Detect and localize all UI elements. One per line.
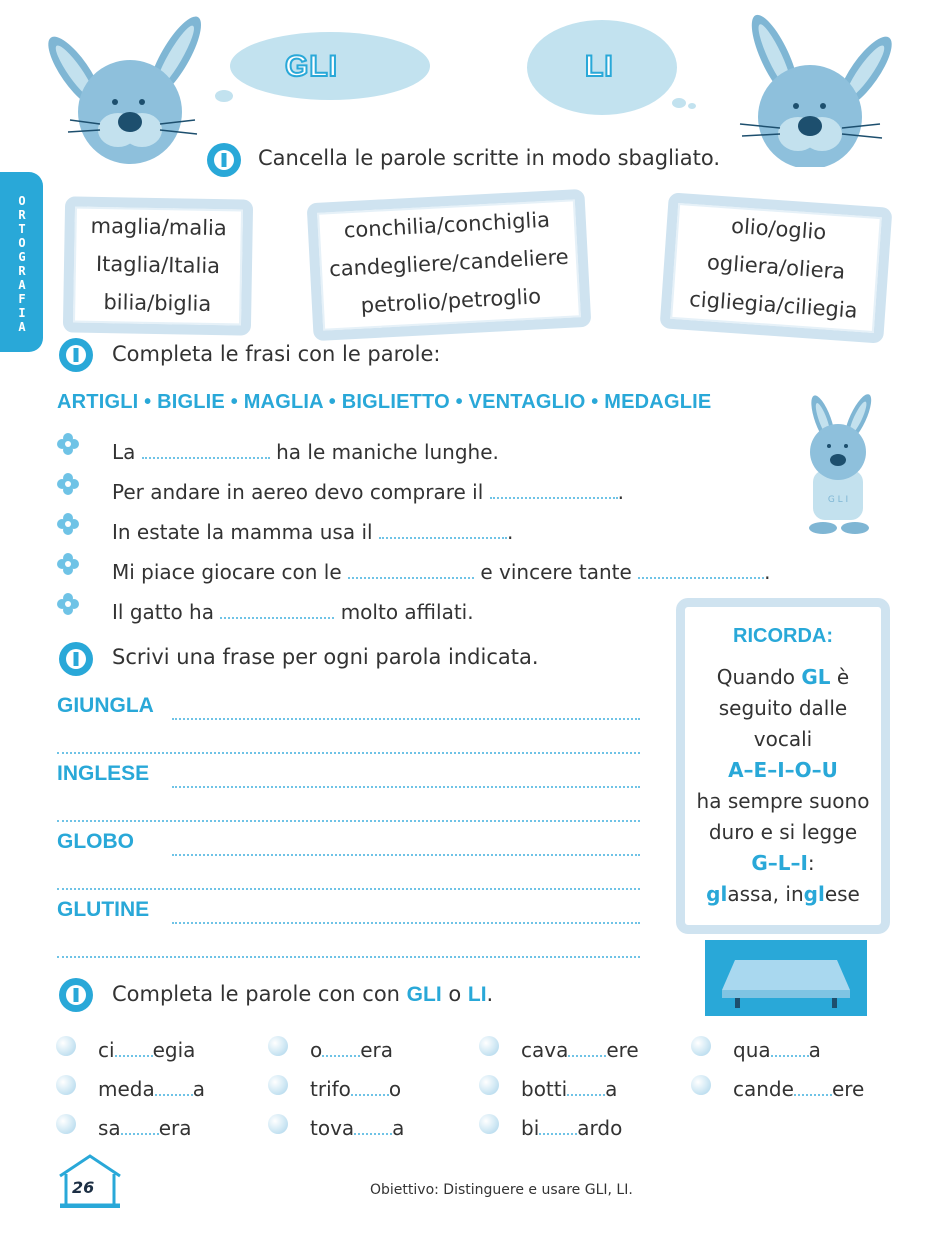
answer-blank[interactable] [379,519,507,539]
bunny-shirt-text: G L I [827,495,849,505]
flower-bullet-icon [56,552,80,576]
section-tab-letter: A [18,320,26,334]
ricorda-line: vocali [753,727,813,751]
fill-word: cava ere [521,1038,639,1062]
answer-gap[interactable] [115,1037,153,1057]
ricorda-line: G–L–I: [751,851,815,875]
bullet-ball-icon [56,1036,76,1056]
objective-text: Obiettivo: Distinguere e usare GLI, LI. [370,1182,633,1198]
answer-gap[interactable] [121,1115,159,1135]
sentence-text: Mi piace giocare con le [112,560,342,584]
writing-line[interactable] [57,888,640,890]
cloud-title-li: LI [585,50,614,83]
writing-line[interactable] [57,752,640,754]
sentence-text: e vincere tante [480,560,632,584]
fill-word: bi ardo [521,1116,623,1140]
fill-word: tova a [310,1116,405,1140]
section-tab-ortografia [0,172,43,352]
flower-bullet-icon [56,472,80,496]
ricorda-line: seguito dalle [718,696,848,720]
exercise1-instruction: Cancella le parole scritte in modo sbagliato. [258,146,720,170]
word-pair[interactable]: olio/oglio [730,213,828,245]
answer-blank[interactable] [142,439,270,459]
sentence-text: . [764,560,771,584]
bullet-ball-icon [268,1036,288,1056]
exercise4-instruction: Completa le parole con con GLI o LI. [112,982,494,1006]
word-pair[interactable]: petrolio/petroglio [360,284,542,318]
section-tab-letter: R [18,264,26,278]
bunny-right-illustration [720,2,920,167]
bullet-ball-icon [268,1075,288,1095]
word-pair[interactable]: Itaglia/Italia [95,251,221,279]
fill-word: o era [310,1038,394,1062]
section-tab-letter: I [18,306,26,320]
writing-line[interactable] [172,854,640,856]
page-number: 26 [72,1178,95,1197]
answer-gap[interactable] [568,1037,606,1057]
word-pair[interactable]: maglia/malia [90,213,227,241]
word-pair[interactable]: conchilia/conchiglia [343,207,551,243]
fill-word: sa era [98,1116,192,1140]
fill-word: trifo o [310,1077,402,1101]
bullet-ball-icon [479,1114,499,1134]
ricorda-vowels: A–E–I–O–U [728,758,838,782]
sentence-text: Il gatto ha [112,600,214,624]
section-tab-label [12,194,32,334]
answer-blank[interactable] [220,599,334,619]
bullet-ball-icon [479,1075,499,1095]
flower-bullet-icon [56,592,80,616]
cloud-title-gli: GLI [285,50,338,83]
sentence-text: La [112,440,136,464]
sentence-text: Per andare in aereo devo comprare il [112,480,484,504]
exercise-icon [58,337,94,373]
answer-gap[interactable] [322,1037,360,1057]
section-tab-letter: T [18,222,26,236]
answer-blank[interactable] [490,479,618,499]
section-tab-letter: R [18,208,26,222]
section-tab-letter: F [18,292,26,306]
ricorda-line: ha sempre suono [696,789,870,813]
exercise3-instruction: Scrivi una frase per ogni parola indicata. [112,645,539,669]
small-bunny-illustration [783,390,883,540]
answer-gap[interactable] [567,1076,605,1096]
word-label: INGLESE [57,762,150,785]
word-pair[interactable]: bilia/biglia [103,290,212,316]
flower-bullet-icon [56,432,80,456]
fill-word: meda a [98,1077,206,1101]
cloud-bubble-small [688,103,696,109]
section-tab-letter: O [18,194,26,208]
section-tab-letter: G [18,250,26,264]
table-illustration [705,940,867,1016]
exercise-icon [206,142,242,178]
answer-gap[interactable] [155,1076,193,1096]
answer-blank[interactable] [348,559,474,579]
bullet-ball-icon [268,1114,288,1134]
answer-gap[interactable] [539,1115,577,1135]
answer-gap[interactable] [794,1076,832,1096]
section-tab-letter: A [18,278,26,292]
sentence-text: ha le maniche lunghe. [276,440,499,464]
flower-bullet-icon [56,512,80,536]
word-pair[interactable]: candegliere/candeliere [328,244,570,282]
ricorda-line: Quando GL è [716,665,850,689]
answer-gap[interactable] [351,1076,389,1096]
bullet-ball-icon [56,1075,76,1095]
word-box-3 [660,192,893,343]
fill-word: botti a [521,1077,618,1101]
sentence-text: . [617,480,624,504]
writing-line[interactable] [172,922,640,924]
sentence-text: . [506,520,514,544]
cloud-bubble-small [215,90,233,102]
writing-line[interactable] [57,956,640,958]
exercise-icon [58,641,94,677]
section-tab-letter: O [18,236,26,250]
bullet-ball-icon [56,1114,76,1134]
word-box-2 [307,189,592,341]
ricorda-box [676,598,890,934]
word-label: GLUTINE [57,898,150,921]
fill-word: cande ere [733,1077,865,1101]
fill-word: qua a [733,1038,821,1062]
bullet-ball-icon [479,1036,499,1056]
word-list: ARTIGLI • BIGLIE • MAGLIA • BIGLIETTO • VENTAGLIO • MEDAGLIE [57,391,712,413]
word-box-1 [63,196,253,335]
fill-word: ci egia [98,1038,196,1062]
sentence-text: molto affilati. [340,600,474,624]
bullet-ball-icon [691,1036,711,1056]
ricorda-examples: glassa, inglese [706,882,860,906]
word-pair[interactable]: ogliera/oliera [706,250,846,284]
exercise-icon [58,977,94,1013]
ricorda-line: duro e si legge [708,820,858,844]
answer-gap[interactable] [354,1115,392,1135]
sentence-text: In estate la mamma usa il [112,520,373,544]
word-label: GIUNGLA [57,694,154,717]
cloud-bubble-small [672,98,686,108]
answer-gap[interactable] [771,1037,809,1057]
word-label: GLOBO [57,830,134,853]
answer-blank[interactable] [638,559,764,579]
word-pair[interactable]: cigliegia/ciliegia [688,287,859,323]
writing-line[interactable] [172,718,640,720]
exercise2-instruction: Completa le frasi con le parole: [112,342,441,366]
ricorda-title: RICORDA: [733,625,833,647]
bullet-ball-icon [691,1075,711,1095]
writing-line[interactable] [57,820,640,822]
writing-line[interactable] [172,786,640,788]
bunny-left-illustration [30,2,220,167]
